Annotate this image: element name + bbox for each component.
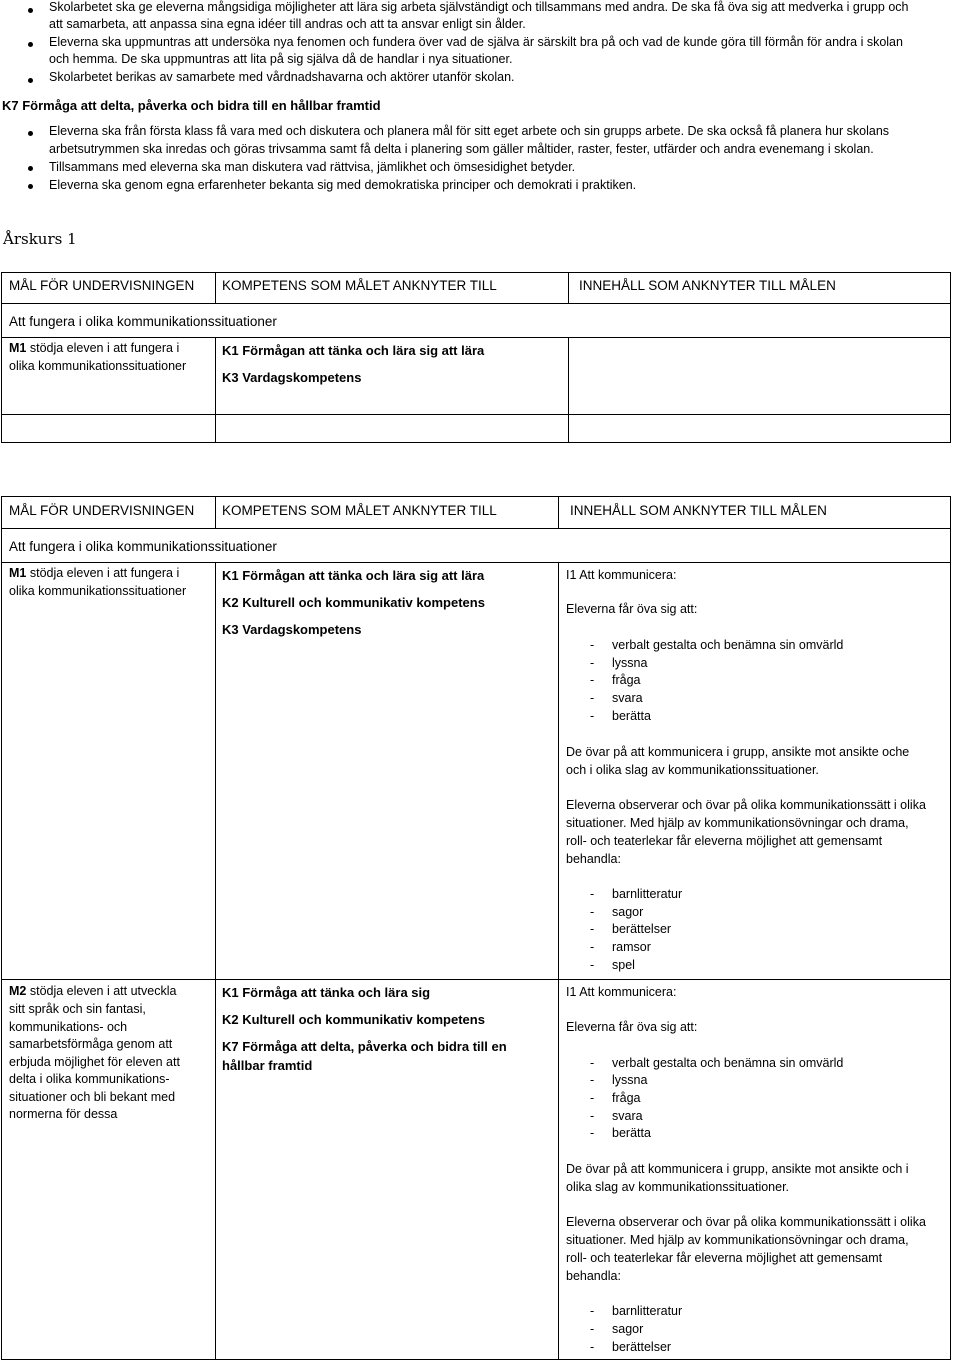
- competence-k7-line-2: hållbar framtid: [222, 1058, 313, 1073]
- intro-bullet-1-line-2: att samarbeta, att anpassa sina egna idéer till andras och att ta ansvar enligt sin ålder.: [49, 17, 526, 31]
- m1-text: stödja eleven i att fungera i: [26, 566, 180, 580]
- k7-bullet-3: Eleverna ska genom egna erfarenheter bekanta sig med demokratiska principer och demokrati i praktiken.: [49, 178, 637, 192]
- intro-bullet-1-line-1: Skolarbetet ska ge eleverna mångsidiga möjligheter att lära sig arbeta självständigt och tillsammans med andra. De ska få öva sig att medverka i grupp och: [49, 0, 909, 14]
- m2-text: stödja eleven i att utveckla: [26, 984, 177, 998]
- content-ova: Eleverna får öva sig att:: [566, 602, 698, 616]
- skill-item: - verbalt gestalta och benämna sin omvärld: [590, 638, 844, 652]
- m2-line-3: kommunikations- och: [9, 1020, 128, 1034]
- material-item: - ramsor: [590, 940, 651, 954]
- bullet-icon: [28, 42, 33, 47]
- skill-item: - lyssna: [590, 1073, 648, 1087]
- competence-k1: K1 Förmågan att tänka och lära sig att lära: [222, 568, 485, 583]
- m2-code: M2: [9, 984, 27, 998]
- material-item: - berättelser: [590, 922, 672, 936]
- k7-bullet-2: Tillsammans med eleverna ska man diskutera vad rättvisa, jämlikhet och ömsesidighet betyder.: [49, 160, 576, 174]
- m2-line-8: normerna för dessa: [9, 1107, 118, 1121]
- content-i1: I1 Att kommunicera:: [566, 568, 677, 582]
- competence-k7-line-1: K7 Förmåga att delta, påverka och bidra till en: [222, 1039, 507, 1054]
- group-text-line-2: olika slag av kommunikationssituationer.: [566, 1180, 790, 1194]
- bullet-icon: [28, 166, 33, 171]
- k7-heading: K7 Förmåga att delta, påverka och bidra till en hållbar framtid: [2, 98, 381, 113]
- bullet-icon: [28, 78, 33, 83]
- bullet-icon: [28, 184, 33, 189]
- header-content: INNEHÅLL SOM ANKNYTER TILL MÅLEN: [579, 278, 836, 293]
- m1-line-1: [9, 340, 179, 357]
- m1-code: M1: [9, 566, 27, 580]
- m2-line-6: delta i olika kommunikations-: [9, 1072, 170, 1086]
- material-item: - barnlitteratur: [590, 1304, 683, 1318]
- header-competence: KOMPETENS SOM MÅLET ANKNYTER TILL: [222, 503, 497, 518]
- content-ova: Eleverna får öva sig att:: [566, 1020, 698, 1034]
- m2-line-7: situationer och bli bekant med: [9, 1090, 176, 1104]
- competence-k3: K3 Vardagskompetens: [222, 622, 362, 637]
- bullet-icon: [28, 131, 33, 136]
- skill-item: - fråga: [590, 1091, 641, 1105]
- skill-item: - fråga: [590, 673, 641, 687]
- group-text-line-2: och i olika slag av kommunikationssituationer.: [566, 763, 819, 777]
- grade-heading: Årskurs 1: [3, 230, 77, 248]
- k7-bullet-1-line-1: Eleverna ska från första klass få vara med och diskutera och planera mål för sitt eget arbete och sin grupps arbete. De ska också få planera hur skolans: [49, 124, 890, 138]
- header-content: INNEHÅLL SOM ANKNYTER TILL MÅLEN: [570, 503, 827, 518]
- observe-text-line-4: behandla:: [566, 852, 621, 866]
- m2-line-1: [9, 983, 176, 1000]
- observe-text-line-1: Eleverna observerar och övar på olika kommunikationssätt i olika: [566, 1215, 926, 1229]
- competence-k2: K2 Kulturell och kommunikativ kompetens: [222, 1012, 485, 1027]
- observe-text-line-1: Eleverna observerar och övar på olika kommunikationssätt i olika: [566, 798, 926, 812]
- material-item: - barnlitteratur: [590, 887, 683, 901]
- m2-line-5: erbjuda möjlighet för eleven att: [9, 1055, 180, 1069]
- intro-bullet-2-line-2: och hemma. De ska uppmuntras att lita på sig själva då de handlar i nya situationer.: [49, 52, 513, 66]
- group-text-line-1: De övar på att kommunicera i grupp, ansikte mot ansikte och i: [566, 1162, 909, 1176]
- m2-line-4: samarbetsförmåga genom att: [9, 1037, 173, 1051]
- skill-item: - svara: [590, 1109, 643, 1123]
- observe-text-line-2: situationer. Med hjälp av kommunikationsövningar och drama,: [566, 1233, 909, 1247]
- intro-bullet-3: Skolarbetet berikas av samarbete med vårdnadshavarna och aktörer utanför skolan.: [49, 70, 515, 84]
- competence-k1: K1 Förmågan att tänka och lära sig att lära: [222, 343, 485, 358]
- bullet-icon: [28, 8, 33, 13]
- material-item: - berättelser: [590, 1340, 672, 1354]
- m1-line-1: [9, 565, 179, 582]
- competence-k2: K2 Kulturell och kommunikativ kompetens: [222, 595, 485, 610]
- content-i1: I1 Att kommunicera:: [566, 985, 677, 999]
- observe-text-line-3: roll- och teaterlekar får eleverna möjlighet att gemensamt: [566, 834, 883, 848]
- observe-text-line-2: situationer. Med hjälp av kommunikationsövningar och drama,: [566, 816, 909, 830]
- skill-item: - svara: [590, 691, 643, 705]
- header-goals: MÅL FÖR UNDERVISNINGEN: [9, 503, 195, 518]
- material-item: - spel: [590, 958, 635, 972]
- group-text-line-1: De övar på att kommunicera i grupp, ansikte mot ansikte oche: [566, 745, 910, 759]
- m2-line-2: sitt språk och sin fantasi,: [9, 1002, 146, 1016]
- material-item: - sagor: [590, 905, 644, 919]
- competence-k1: K1 Förmåga att tänka och lära sig: [222, 985, 431, 1000]
- intro-bullet-2-line-1: Eleverna ska uppmuntras att undersöka nya fenomen och fundera över vad de själva är särskilt bra på och vad de kunde göra till förmån för andra i skolan: [49, 35, 903, 49]
- material-item: - sagor: [590, 1322, 644, 1336]
- skill-item: - berätta: [590, 709, 651, 723]
- skill-item: - verbalt gestalta och benämna sin omvärld: [590, 1056, 844, 1070]
- k7-bullet-1-line-2: arbetsutrymmen ska inredas och göras trivsamma samt få delta i planering som gäller måltider, raster, fester, utfärder och andra evenemang i skolan.: [49, 142, 874, 156]
- section-title: Att fungera i olika kommunikationssituationer: [9, 314, 277, 329]
- header-goals: MÅL FÖR UNDERVISNINGEN: [9, 278, 195, 293]
- m1-line-2: olika kommunikationssituationer: [9, 359, 187, 373]
- competence-k3: K3 Vardagskompetens: [222, 370, 362, 385]
- observe-text-line-4: behandla:: [566, 1269, 621, 1283]
- m1-code: M1: [9, 341, 27, 355]
- section-title: Att fungera i olika kommunikationssituationer: [9, 539, 277, 554]
- header-competence: KOMPETENS SOM MÅLET ANKNYTER TILL: [222, 278, 497, 293]
- skill-item: - lyssna: [590, 656, 648, 670]
- m1-text: stödja eleven i att fungera i: [26, 341, 180, 355]
- skill-item: - berätta: [590, 1126, 651, 1140]
- m1-line-2: olika kommunikationssituationer: [9, 584, 187, 598]
- observe-text-line-3: roll- och teaterlekar får eleverna möjlighet att gemensamt: [566, 1251, 883, 1265]
